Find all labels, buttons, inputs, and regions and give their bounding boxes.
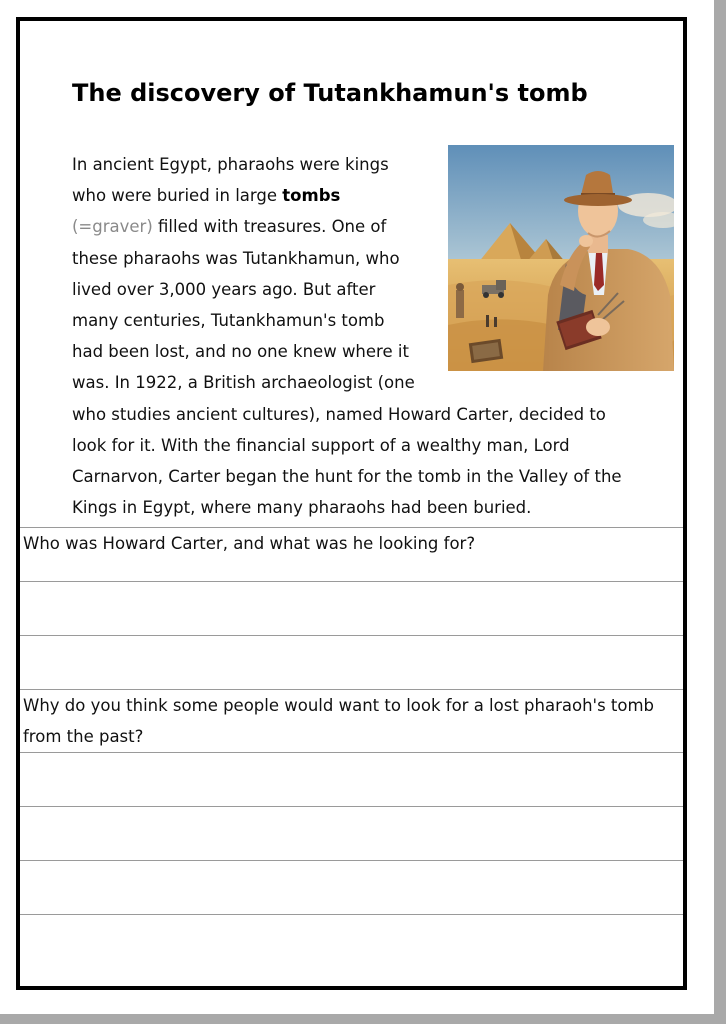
- worksheet-title: The discovery of Tutankhamun's tomb: [72, 79, 588, 107]
- question-2: [20, 689, 683, 752]
- answer-line[interactable]: [20, 752, 683, 806]
- passage-bold-term: tombs: [282, 186, 341, 206]
- reading-passage: [72, 149, 632, 523]
- page-shadow-bottom: [0, 1014, 726, 1024]
- answer-area: [20, 527, 683, 968]
- answer-line[interactable]: [20, 581, 683, 635]
- answer-line[interactable]: [20, 860, 683, 914]
- passage-gloss: (=graver): [72, 217, 153, 237]
- illustration-spacer: [416, 149, 632, 385]
- answer-line[interactable]: [20, 806, 683, 860]
- worksheet-frame: [16, 17, 687, 990]
- page-shadow-right: [714, 0, 726, 1024]
- question-2-text: Why do you think some people would want to look for a lost pharaoh's tomb from the past?: [23, 696, 655, 746]
- passage-text-part1: In ancient Egypt, pharaohs were kings who were buried in large: [72, 155, 389, 206]
- answer-line[interactable]: [20, 635, 683, 689]
- question-1-text: Who was Howard Carter, and what was he looking for?: [23, 534, 476, 553]
- answer-line[interactable]: [20, 914, 683, 968]
- passage-text-part2: filled with treasures. One of these pharaohs was Tutankhamun, who lived over 3,000 years ago. But after many centuries, Tutankhamun's tomb had been lost, and no one knew where it was. In 1922, a British archaeologist (one who studies ancient cultures), named Howard Carter, decided to look for it. With the financial support of a wealthy man, Lord Carnarvon, Carter began the hunt for the tomb in the Valley of the Kings in Egypt, where many pharaohs had been buried.: [72, 217, 622, 518]
- question-1: [20, 527, 683, 581]
